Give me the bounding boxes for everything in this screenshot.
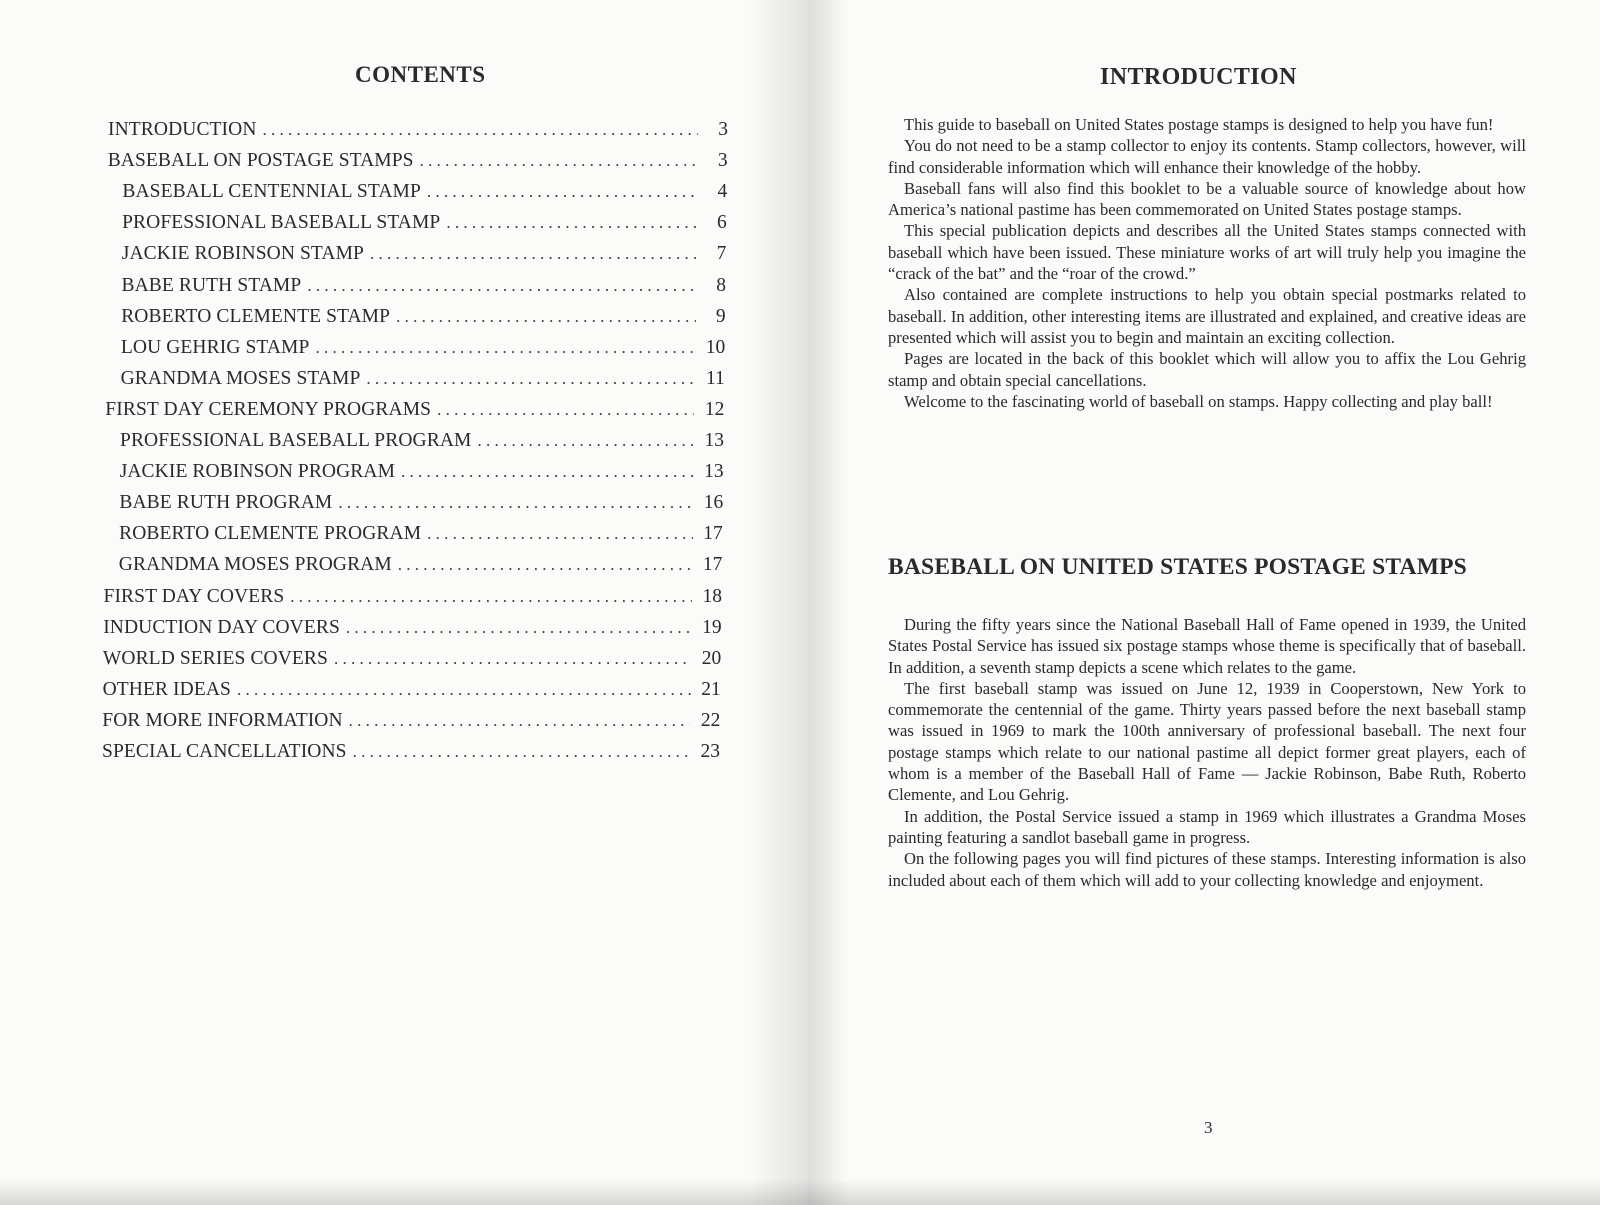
contents-title: CONTENTS [355, 62, 486, 87]
toc-leader-dots [237, 677, 691, 703]
toc-entry-page-number: 21 [701, 678, 721, 700]
introduction-paragraph: Pages are located in the back of this booklet which will allow you to affix the Lou Gehrig stamp and obtain special cancellations. [888, 349, 1526, 390]
toc-entry-page-number: 17 [702, 554, 723, 576]
toc-entry [120, 459, 724, 485]
introduction-paragraph: Welcome to the fascinating world of baseball on stamps. Happy collecting and play ball! [904, 391, 1493, 411]
toc-entry-page-number: 19 [702, 616, 722, 638]
toc-entry [121, 366, 725, 392]
toc-entry [121, 304, 725, 330]
toc-entry [108, 148, 728, 174]
introduction-paragraph: Also contained are complete instructions to help you obtain special postmarks related to baseball. In addition, other interesting items are illustrated and explained, and creative ideas are presented which will assist you to begin and maintain an exciting collection. [888, 285, 1526, 347]
toc-entry-label: OTHER IDEAS [102, 678, 231, 700]
toc-entry [122, 210, 727, 236]
toc-leader-dots [398, 552, 693, 578]
toc-entry [104, 584, 723, 610]
stamps-paragraph: On the following pages you will find pictures of these stamps. Interesting information is also included about each of them which will add to your collecting knowledge and enjoyment. [888, 849, 1526, 890]
page-number: 3 [1204, 1118, 1213, 1137]
toc-leader-dots [290, 584, 692, 610]
toc-entry [121, 335, 725, 361]
toc-entry-page-number: 12 [704, 398, 725, 420]
toc-leader-dots [366, 366, 694, 392]
toc-entry-label: GRANDMA MOSES STAMP [120, 367, 361, 389]
toc-entry-page-number: 17 [703, 523, 723, 545]
page-shadow [0, 1179, 808, 1205]
toc-entry [103, 646, 721, 672]
toc-entry-label: SPECIAL CANCELLATIONS [102, 741, 347, 762]
toc-leader-dots [263, 117, 698, 143]
toc-entry-label: GRANDMA MOSES PROGRAM [118, 554, 392, 576]
toc-leader-dots [446, 210, 696, 236]
toc-entry-page-number: 10 [705, 336, 726, 358]
toc-entry [120, 428, 724, 454]
toc-entry [122, 179, 727, 205]
stamps-paragraph: The first baseball stamp was issued on June 12, 1939 in Cooperstown, New York to commemorate the centennial of the game. Thirty years passed before the next baseball stamp was issued in 1969 to mark the 100th anniversary of professional baseball. The next four postage stamps which relate to our national pastime all depict former great players, each of whom is a member of the Baseball Hall of Fame — Jackie Robinson, Babe Ruth, Roberto Clemente, and Lou Gehrig. [888, 678, 1526, 805]
toc-leader-dots [346, 615, 692, 641]
toc-leader-dots [477, 428, 694, 454]
toc-leader-dots [315, 335, 695, 361]
toc-entry-page-number: 20 [701, 647, 722, 669]
toc-entry-label: WORLD SERIES COVERS [102, 647, 328, 669]
toc-entry-label: INDUCTION DAY COVERS [103, 616, 340, 638]
toc-entry-page-number: 6 [717, 212, 727, 234]
toc-entry-page-number: 8 [716, 274, 726, 296]
stamps-section-body [888, 614, 1526, 891]
toc-entry-label: FOR MORE INFORMATION [102, 709, 343, 731]
toc-entry-label: BABE RUTH PROGRAM [119, 492, 333, 514]
toc-leader-dots [349, 708, 691, 734]
introduction-paragraph: Baseball fans will also find this booklet to be a valuable source of knowledge about how America’s national pastime has been commemorated on United States postage stamps. [888, 178, 1526, 220]
stamps-paragraph: During the fifty years since the National Baseball Hall of Fame opened in 1939, the United States Postal Service has issued six postage stamps whose theme is specifically that of baseball. In addition, a seventh stamp depicts a scene which relates to the game. [888, 615, 1526, 677]
toc-entry-page-number: 22 [700, 709, 721, 731]
toc-entry-label: INTRODUCTION [108, 119, 257, 140]
toc-entry-page-number: 13 [704, 430, 724, 451]
toc-entry-label: LOU GEHRIG STAMP [120, 336, 310, 358]
toc-entry-label: PROFESSIONAL BASEBALL STAMP [122, 212, 441, 234]
toc-entry-page-number: 3 [717, 150, 728, 172]
toc-leader-dots [334, 646, 691, 672]
toc-leader-dots [353, 739, 690, 765]
toc-entry [119, 490, 723, 516]
stamps-paragraph: In addition, the Postal Service issued a stamp in 1969 which illustrates a Grandma Moses painting featuring a sandlot baseball game in progress. [888, 806, 1526, 847]
toc-entry-label: BASEBALL CENTENNIAL STAMP [122, 181, 421, 203]
page-shadow [808, 1179, 1600, 1205]
toc-leader-dots [437, 397, 694, 423]
toc-entry [102, 739, 720, 765]
toc-entry-label: ROBERTO CLEMENTE STAMP [121, 305, 391, 327]
toc-leader-dots [427, 179, 697, 205]
toc-entry [108, 117, 728, 143]
toc-entry-page-number: 7 [716, 243, 727, 265]
toc-entry-label: BASEBALL ON POSTAGE STAMPS [107, 150, 414, 172]
toc-entry-page-number: 23 [700, 741, 720, 762]
toc-entry-page-number: 4 [717, 181, 728, 203]
introduction-paragraph: This guide to baseball on United States postage stamps is designed to help you have fun! [904, 115, 1494, 134]
toc-entry-page-number: 9 [715, 305, 726, 327]
toc-entry-label: PROFESSIONAL BASEBALL PROGRAM [120, 430, 472, 451]
toc-entry-label: FIRST DAY CEREMONY PROGRAMS [105, 398, 432, 420]
toc-entry-page-number: 16 [703, 492, 724, 514]
toc-entry-page-number: 18 [702, 585, 722, 607]
toc-entry [102, 708, 720, 734]
toc-entry-label: JACKIE ROBINSON STAMP [121, 243, 364, 265]
toc-entry [119, 521, 723, 547]
toc-entry-page-number: 13 [704, 461, 724, 483]
stamps-section-title: BASEBALL ON UNITED STATES POSTAGE STAMPS [888, 554, 1467, 580]
toc-leader-dots [396, 304, 696, 330]
introduction-title: INTRODUCTION [1100, 64, 1297, 90]
toc-leader-dots [401, 459, 694, 485]
toc-leader-dots [307, 273, 696, 299]
toc-leader-dots [420, 148, 698, 174]
toc-entry [105, 397, 724, 423]
toc-entry [122, 273, 727, 299]
toc-entry [119, 552, 723, 578]
toc-entry-label: FIRST DAY COVERS [103, 585, 285, 607]
toc-leader-dots [338, 490, 693, 516]
toc-entry [103, 615, 721, 641]
toc-entry-label: ROBERTO CLEMENTE PROGRAM [119, 523, 422, 545]
toc-entry-page-number: 3 [718, 119, 728, 140]
toc-entry [122, 241, 727, 267]
introduction-paragraph: You do not need to be a stamp collector to enjoy its contents. Stamp collectors, however, will find considerable information which will enhance their knowledge of the hobby. [888, 136, 1526, 177]
toc-entry-page-number: 11 [706, 367, 725, 389]
toc-entry [103, 677, 721, 703]
toc-entry-label: BABE RUTH STAMP [121, 274, 302, 296]
introduction-body [888, 114, 1526, 412]
toc-leader-dots [370, 241, 696, 267]
toc-leader-dots [427, 521, 693, 547]
introduction-paragraph: This special publication depicts and describes all the United States stamps connected with baseball which have been issued. These miniature works of art will truly help you imagine the “crack of the bat” and the “roar of the crowd.” [888, 221, 1526, 284]
toc-entry-label: JACKIE ROBINSON PROGRAM [119, 461, 396, 483]
